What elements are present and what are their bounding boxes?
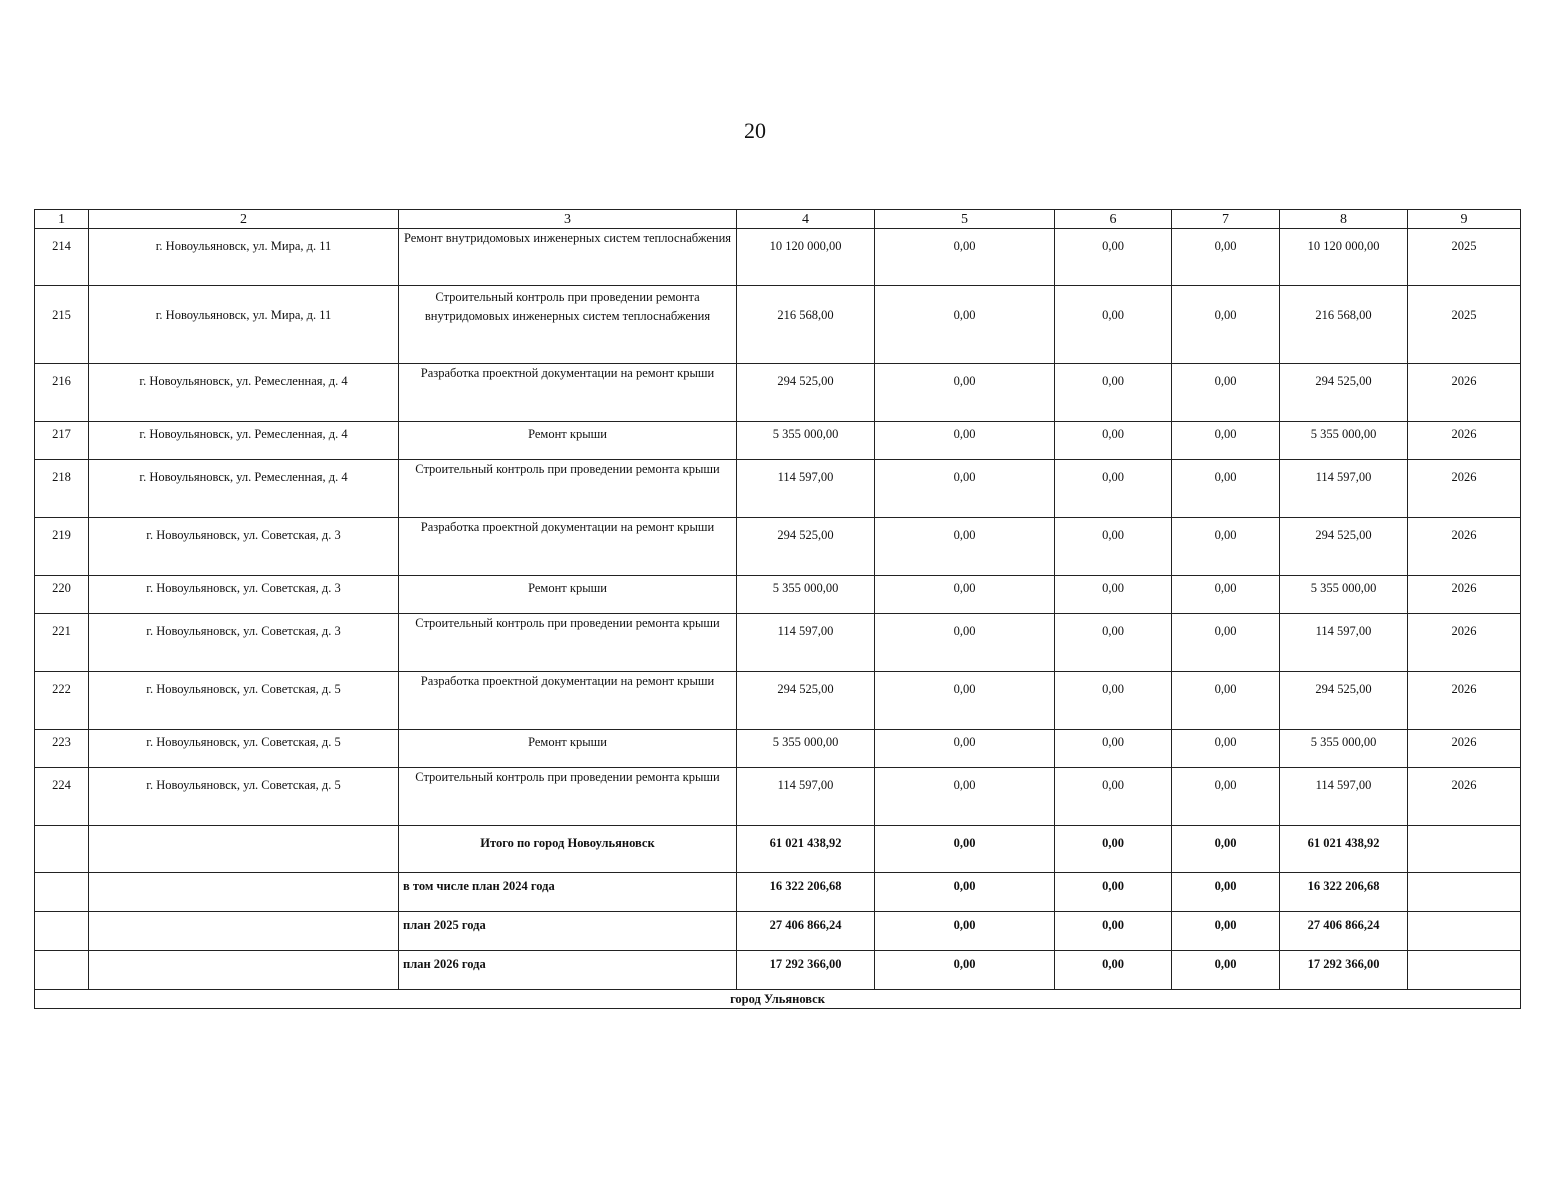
year-cell: 2026 bbox=[1408, 672, 1521, 730]
plan-value: 0,00 bbox=[875, 912, 1055, 951]
empty-cell bbox=[35, 873, 89, 912]
value-cell: 114 597,00 bbox=[1280, 768, 1408, 826]
row-number: 223 bbox=[35, 730, 89, 768]
value-cell: 0,00 bbox=[1172, 614, 1280, 672]
table-row bbox=[35, 364, 1521, 422]
column-number: 7 bbox=[1172, 210, 1280, 229]
work-cell: Разработка проектной документации на ремонт крыши bbox=[399, 672, 737, 730]
value-cell: 0,00 bbox=[1172, 286, 1280, 364]
value-cell: 5 355 000,00 bbox=[737, 576, 875, 614]
year-cell: 2026 bbox=[1408, 768, 1521, 826]
total-label: Итого по город Новоульяновск bbox=[399, 826, 737, 873]
year-cell: 2026 bbox=[1408, 460, 1521, 518]
value-cell: 0,00 bbox=[1055, 768, 1172, 826]
empty-cell bbox=[1408, 826, 1521, 873]
value-cell: 0,00 bbox=[875, 518, 1055, 576]
city-header: город Ульяновск bbox=[35, 990, 1521, 1009]
value-cell: 0,00 bbox=[1055, 576, 1172, 614]
page-number: 20 bbox=[744, 118, 766, 143]
value-cell: 0,00 bbox=[875, 229, 1055, 286]
column-number: 6 bbox=[1055, 210, 1172, 229]
value-cell: 0,00 bbox=[875, 730, 1055, 768]
value-cell: 0,00 bbox=[875, 286, 1055, 364]
value-cell: 0,00 bbox=[1172, 730, 1280, 768]
table-row bbox=[35, 460, 1521, 518]
column-number: 2 bbox=[89, 210, 399, 229]
value-cell: 0,00 bbox=[1055, 614, 1172, 672]
value-cell: 0,00 bbox=[875, 576, 1055, 614]
row-number: 222 bbox=[35, 672, 89, 730]
table-row bbox=[35, 730, 1521, 768]
plan-label: план 2025 года bbox=[399, 912, 737, 951]
table-row bbox=[35, 229, 1521, 286]
value-cell: 0,00 bbox=[1055, 422, 1172, 460]
column-number: 9 bbox=[1408, 210, 1521, 229]
work-cell: Ремонт крыши bbox=[399, 730, 737, 768]
plan-label: в том числе план 2024 года bbox=[399, 873, 737, 912]
empty-cell bbox=[1408, 873, 1521, 912]
address-cell: г. Новоульяновск, ул. Ремесленная, д. 4 bbox=[89, 364, 399, 422]
plan-row bbox=[35, 873, 1521, 912]
plan-value: 17 292 366,00 bbox=[737, 951, 875, 990]
works-table bbox=[34, 209, 1521, 1009]
plan-value: 0,00 bbox=[1055, 912, 1172, 951]
value-cell: 5 355 000,00 bbox=[1280, 422, 1408, 460]
year-cell: 2026 bbox=[1408, 614, 1521, 672]
year-cell: 2026 bbox=[1408, 422, 1521, 460]
value-cell: 0,00 bbox=[1055, 730, 1172, 768]
plan-value: 0,00 bbox=[1055, 873, 1172, 912]
work-cell: Ремонт крыши bbox=[399, 422, 737, 460]
value-cell: 0,00 bbox=[1055, 460, 1172, 518]
row-number: 219 bbox=[35, 518, 89, 576]
year-cell: 2026 bbox=[1408, 364, 1521, 422]
address-cell: г. Новоульяновск, ул. Советская, д. 3 bbox=[89, 518, 399, 576]
empty-cell bbox=[89, 826, 399, 873]
plan-value: 0,00 bbox=[1172, 951, 1280, 990]
year-cell: 2026 bbox=[1408, 730, 1521, 768]
value-cell: 0,00 bbox=[1172, 422, 1280, 460]
address-cell: г. Новоульяновск, ул. Ремесленная, д. 4 bbox=[89, 460, 399, 518]
row-number: 218 bbox=[35, 460, 89, 518]
empty-cell bbox=[35, 912, 89, 951]
value-cell: 114 597,00 bbox=[1280, 460, 1408, 518]
plan-value: 16 322 206,68 bbox=[737, 873, 875, 912]
value-cell: 0,00 bbox=[1172, 768, 1280, 826]
plan-value: 27 406 866,24 bbox=[1280, 912, 1408, 951]
empty-cell bbox=[35, 826, 89, 873]
value-cell: 294 525,00 bbox=[737, 518, 875, 576]
value-cell: 0,00 bbox=[1055, 672, 1172, 730]
row-number: 215 bbox=[35, 286, 89, 364]
plan-value: 0,00 bbox=[875, 951, 1055, 990]
row-number: 216 bbox=[35, 364, 89, 422]
column-number: 4 bbox=[737, 210, 875, 229]
row-number: 224 bbox=[35, 768, 89, 826]
year-cell: 2026 bbox=[1408, 576, 1521, 614]
value-cell: 294 525,00 bbox=[737, 364, 875, 422]
table-row bbox=[35, 518, 1521, 576]
row-number: 214 bbox=[35, 229, 89, 286]
row-number: 217 bbox=[35, 422, 89, 460]
total-value: 61 021 438,92 bbox=[737, 826, 875, 873]
empty-cell bbox=[89, 951, 399, 990]
work-cell: Строительный контроль при проведении ремонта крыши bbox=[399, 460, 737, 518]
year-cell: 2025 bbox=[1408, 286, 1521, 364]
address-cell: г. Новоульяновск, ул. Советская, д. 5 bbox=[89, 672, 399, 730]
work-cell: Ремонт внутридомовых инженерных систем теплоснабжения bbox=[399, 229, 737, 286]
empty-cell bbox=[35, 951, 89, 990]
value-cell: 0,00 bbox=[1172, 518, 1280, 576]
total-value: 0,00 bbox=[1172, 826, 1280, 873]
value-cell: 0,00 bbox=[1172, 576, 1280, 614]
address-cell: г. Новоульяновск, ул. Мира, д. 11 bbox=[89, 286, 399, 364]
plan-value: 0,00 bbox=[1172, 912, 1280, 951]
plan-value: 16 322 206,68 bbox=[1280, 873, 1408, 912]
total-value: 61 021 438,92 bbox=[1280, 826, 1408, 873]
table-row bbox=[35, 672, 1521, 730]
value-cell: 10 120 000,00 bbox=[1280, 229, 1408, 286]
value-cell: 114 597,00 bbox=[737, 614, 875, 672]
address-cell: г. Новоульяновск, ул. Советская, д. 5 bbox=[89, 768, 399, 826]
table-row bbox=[35, 286, 1521, 364]
column-number: 3 bbox=[399, 210, 737, 229]
value-cell: 114 597,00 bbox=[1280, 614, 1408, 672]
value-cell: 294 525,00 bbox=[1280, 672, 1408, 730]
value-cell: 114 597,00 bbox=[737, 460, 875, 518]
city-section-row bbox=[35, 990, 1521, 1009]
plan-value: 17 292 366,00 bbox=[1280, 951, 1408, 990]
empty-cell bbox=[89, 912, 399, 951]
empty-cell bbox=[1408, 951, 1521, 990]
plan-value: 0,00 bbox=[1172, 873, 1280, 912]
value-cell: 294 525,00 bbox=[1280, 364, 1408, 422]
value-cell: 294 525,00 bbox=[1280, 518, 1408, 576]
value-cell: 5 355 000,00 bbox=[737, 730, 875, 768]
row-number: 220 bbox=[35, 576, 89, 614]
address-cell: г. Новоульяновск, ул. Мира, д. 11 bbox=[89, 229, 399, 286]
address-cell: г. Новоульяновск, ул. Советская, д. 5 bbox=[89, 730, 399, 768]
value-cell: 0,00 bbox=[1172, 672, 1280, 730]
value-cell: 0,00 bbox=[1172, 460, 1280, 518]
plan-row bbox=[35, 951, 1521, 990]
address-cell: г. Новоульяновск, ул. Советская, д. 3 bbox=[89, 576, 399, 614]
empty-cell bbox=[89, 873, 399, 912]
value-cell: 0,00 bbox=[875, 364, 1055, 422]
address-cell: г. Новоульяновск, ул. Советская, д. 3 bbox=[89, 614, 399, 672]
row-number: 221 bbox=[35, 614, 89, 672]
value-cell: 216 568,00 bbox=[1280, 286, 1408, 364]
plan-row bbox=[35, 912, 1521, 951]
work-cell: Строительный контроль при проведении ремонта крыши bbox=[399, 768, 737, 826]
plan-value: 0,00 bbox=[875, 873, 1055, 912]
column-number: 8 bbox=[1280, 210, 1408, 229]
value-cell: 216 568,00 bbox=[737, 286, 875, 364]
value-cell: 294 525,00 bbox=[737, 672, 875, 730]
table-row bbox=[35, 576, 1521, 614]
work-cell: Разработка проектной документации на ремонт крыши bbox=[399, 364, 737, 422]
column-number-row bbox=[35, 210, 1521, 229]
work-cell: Ремонт крыши bbox=[399, 576, 737, 614]
total-value: 0,00 bbox=[1055, 826, 1172, 873]
work-cell: Строительный контроль при проведении ремонта крыши bbox=[399, 614, 737, 672]
value-cell: 5 355 000,00 bbox=[737, 422, 875, 460]
year-cell: 2026 bbox=[1408, 518, 1521, 576]
plan-value: 27 406 866,24 bbox=[737, 912, 875, 951]
value-cell: 0,00 bbox=[875, 422, 1055, 460]
value-cell: 0,00 bbox=[1055, 229, 1172, 286]
value-cell: 0,00 bbox=[875, 614, 1055, 672]
value-cell: 10 120 000,00 bbox=[737, 229, 875, 286]
value-cell: 0,00 bbox=[1172, 364, 1280, 422]
table-row bbox=[35, 614, 1521, 672]
value-cell: 0,00 bbox=[1055, 286, 1172, 364]
total-row bbox=[35, 826, 1521, 873]
plan-value: 0,00 bbox=[1055, 951, 1172, 990]
column-number: 1 bbox=[35, 210, 89, 229]
value-cell: 0,00 bbox=[1172, 229, 1280, 286]
plan-label: план 2026 года bbox=[399, 951, 737, 990]
value-cell: 0,00 bbox=[875, 768, 1055, 826]
table-row bbox=[35, 768, 1521, 826]
value-cell: 0,00 bbox=[875, 460, 1055, 518]
total-value: 0,00 bbox=[875, 826, 1055, 873]
value-cell: 0,00 bbox=[1055, 518, 1172, 576]
value-cell: 5 355 000,00 bbox=[1280, 730, 1408, 768]
empty-cell bbox=[1408, 912, 1521, 951]
value-cell: 0,00 bbox=[875, 672, 1055, 730]
year-cell: 2025 bbox=[1408, 229, 1521, 286]
table-row bbox=[35, 422, 1521, 460]
value-cell: 0,00 bbox=[1055, 364, 1172, 422]
address-cell: г. Новоульяновск, ул. Ремесленная, д. 4 bbox=[89, 422, 399, 460]
value-cell: 114 597,00 bbox=[737, 768, 875, 826]
value-cell: 5 355 000,00 bbox=[1280, 576, 1408, 614]
column-number: 5 bbox=[875, 210, 1055, 229]
work-cell: Строительный контроль при проведении ремонта внутридомовых инженерных систем теплоснабжения bbox=[399, 286, 737, 364]
work-cell: Разработка проектной документации на ремонт крыши bbox=[399, 518, 737, 576]
